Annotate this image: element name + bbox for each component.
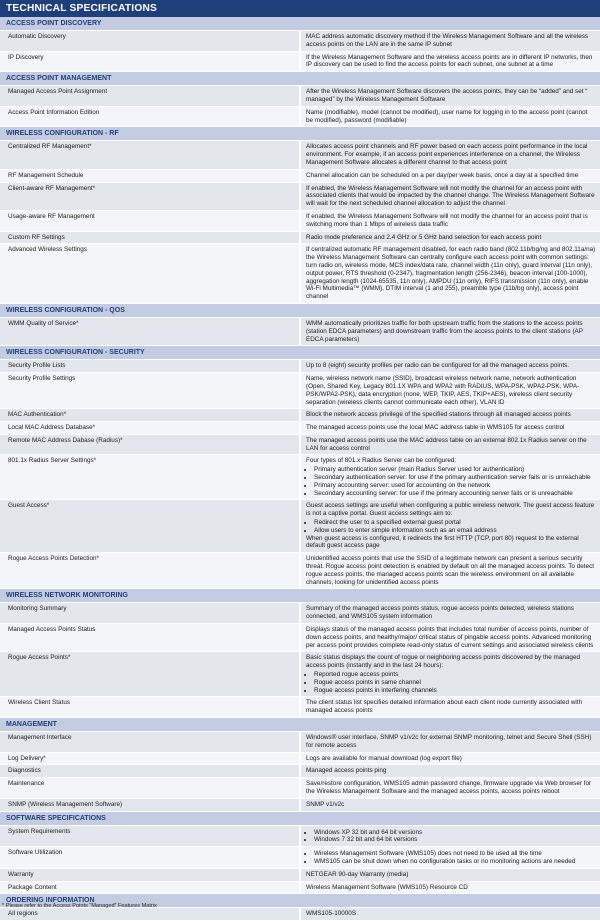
spec-value-cell: [300, 732, 600, 753]
spec-value: Logs are available for manual download (log export file): [306, 754, 462, 762]
spec-value: The client status list specifies detailed information about each client node currently associated with managed access points: [306, 699, 583, 715]
spec-value: If enabled, the Wireless Management Software will not modify the channel for an access point with associated clients that would be impacted by the channel change. The Wireless Management Software will wait for the next scheduled channel allocation to adjust the channel: [306, 184, 595, 208]
spec-value: Summary of the managed access points status, rogue access points detected, wireless stations connected, and WMS105 system information: [306, 605, 574, 621]
spec-label: WMM Quality of Service*: [0, 317, 300, 345]
spec-label: Security Profile Settings: [0, 373, 300, 409]
spec-value: NETGEAR 90-day Warranty (media): [306, 870, 409, 878]
spec-value: WMM automatically prioritizes traffic for both upstream traffic from the stations to the access points (station EDCA parameters) and downstream traffic from the access points to the client stations (AP EDCA parameters): [306, 319, 583, 343]
spec-value: Displays status of the managed access points that includes total number of access points, number of down access points, and healthy/major/ critical status of pingable access points. Advanced monitoring per access point provides complete read-only status of current settings and associated wireless clients: [306, 626, 594, 649]
spec-label: IP Discovery: [0, 51, 300, 72]
section-heading-label: WIRELESS CONFIGURATION - QOS: [0, 303, 600, 317]
spec-value-cell: [300, 500, 600, 553]
spec-label: SNMP (Wireless Management Software): [0, 798, 300, 811]
spec-row: [0, 697, 600, 718]
spec-value-cell: [300, 908, 600, 921]
spec-label: Access Point Information Edition: [0, 106, 300, 127]
spec-bullet: • Allow users to enter simple information such as an email address: [314, 527, 596, 535]
spec-row: [0, 210, 600, 231]
spec-value-cell: [300, 231, 600, 244]
spec-row: [0, 169, 600, 182]
spec-bullet: • Secondary accounting server: for use if the primary accounting server fails or is unreachable: [314, 490, 596, 498]
section-heading-label: WIRELESS CONFIGURATION - RF: [0, 127, 600, 141]
spec-row: [0, 86, 600, 107]
spec-label: Centralized RF Management*: [0, 141, 300, 169]
spec-label: Maintenance: [0, 778, 300, 799]
footnote: * Please refer to the Access Points “Managed” Features Matrix: [2, 903, 157, 909]
spec-row: [0, 752, 600, 765]
spec-row: [0, 603, 600, 624]
spec-value-cell: [300, 697, 600, 718]
spec-value: The managed access points use the local MAC address table in WMS105 for access control: [306, 424, 565, 432]
section-heading-label: MANAGEMENT: [0, 718, 600, 732]
spec-bullet: • Windows XP 32 bit and 64 bit versions: [314, 829, 596, 837]
section-heading-label: ORDERING INFORMATION: [0, 894, 600, 908]
spec-value-cell: [300, 798, 600, 811]
spec-value: Name, wireless network name (SSID), broadcast wireless network name, network authentication (Open, Shared Key, Legacy 801.1X WPA and WPA2 with RADIUS, WPA-PSK, WPA2-PSK, WPA-PSK/WPA2-PSK), data encryption (none, WEP, TKIP, AES, TKIP+AES), wireless client security separation (wireless clients cannot communicate each other), VLAN ID: [306, 375, 580, 406]
spec-value: WMS105-10000S: [306, 910, 357, 918]
spec-label: Usage-aware RF Management: [0, 210, 300, 231]
spec-bullet: • Primary accounting server: used for accounting on the network: [314, 482, 596, 490]
spec-value-cell: [300, 210, 600, 231]
spec-value-cell: [300, 455, 600, 500]
spec-label: Software Utilization: [0, 847, 300, 869]
section-heading: [0, 718, 600, 732]
spec-label: Managed Access Points Status: [0, 624, 300, 652]
spec-row: [0, 422, 600, 435]
spec-row: [0, 500, 600, 553]
spec-label: Package Content: [0, 881, 300, 894]
spec-value-cell: [300, 106, 600, 127]
spec-row: [0, 765, 600, 778]
spec-bullet-list: [306, 466, 596, 497]
spec-row: [0, 798, 600, 811]
spec-value: Basic status displays the count of rogue or neighboring access points discovered by the managed access points (instantly and in the last 24 hours):: [306, 654, 581, 670]
spec-value-cell: [300, 409, 600, 422]
spec-row: [0, 373, 600, 409]
spec-value: Four types of 801.x Radius Server can be configured:: [306, 457, 457, 465]
spec-value-cell: [300, 765, 600, 778]
spec-value-cell: [300, 141, 600, 169]
spec-bullet: • Windows 7 32 bit and 64 bit versions: [314, 836, 596, 844]
spec-row: [0, 868, 600, 881]
spec-row: [0, 106, 600, 127]
spec-row: [0, 141, 600, 169]
spec-row: [0, 51, 600, 72]
spec-value-cell: [300, 652, 600, 697]
section-heading: [0, 589, 600, 603]
spec-bullet: • Primary authentication server (main Radius Server used for authentication): [314, 466, 596, 474]
spec-label: Advanced Wireless Settings: [0, 244, 300, 304]
spec-label: RF Management Schedule: [0, 169, 300, 182]
spec-value-cell: [300, 778, 600, 799]
spec-value-cell: [300, 317, 600, 345]
spec-value: The managed access points use the MAC address table on an external 802.1x Radius server on the LAN for access control: [306, 436, 587, 452]
spec-value: If the Wireless Management Software and the wireless access points are in different IP networks, then IP discovery can be used to find the access points for each subnet, one subnet at a time: [306, 53, 593, 69]
spec-row: [0, 31, 600, 52]
spec-value-note: When guest access is configured, it redirects the first HTTP (TCP, port 80) request to the external default guest access page: [306, 534, 579, 550]
spec-label: All regions: [0, 908, 300, 921]
spec-row: [0, 182, 600, 210]
spec-bullet: • Redirect the user to a specified external guest portal: [314, 519, 596, 527]
spec-value-cell: [300, 553, 600, 589]
spec-label: Warranty: [0, 868, 300, 881]
spec-row: [0, 553, 600, 589]
spec-value: Save/restore configuration, WMS105 admin password change, firmware upgrade via Web browser for the Wireless Management Software and the managed access points, access points reboot: [306, 780, 592, 795]
spec-value: MAC address automatic discovery method if the Wireless Management Software and all the wireless access points on the LAN are in the same IP subnet: [306, 33, 589, 48]
spec-value-cell: [300, 360, 600, 373]
spec-row: [0, 652, 600, 697]
spec-value-cell: [300, 752, 600, 765]
spec-value: Managed access points ping: [306, 767, 387, 775]
spec-row: [0, 778, 600, 799]
spec-value: If enabled, the Wireless Management Software will not modify the channel for an access point that is switching more than 1 Mbps of wireless data traffic: [306, 212, 588, 228]
page-title: TECHNICAL SPECIFICATIONS: [0, 0, 600, 17]
spec-label: Security Profile Lists: [0, 360, 300, 373]
spec-value-cell: [300, 434, 600, 455]
spec-value: After the Wireless Management Software discovers the access points, they can be “added” and set “ managed” by the Wireless Management Software: [306, 88, 588, 103]
spec-bullet: • Secondary authentication server: for use if the primary authentication server fails or is unreachable: [314, 474, 596, 482]
spec-row: [0, 434, 600, 455]
spec-label: Managed Access Point Assignment: [0, 86, 300, 107]
spec-value-cell: [300, 868, 600, 881]
spec-row: [0, 624, 600, 652]
spec-label: 801.1x Radius Server Settings*: [0, 455, 300, 500]
spec-row: [0, 825, 600, 847]
section-heading: [0, 303, 600, 317]
spec-label: Wireless Client Status: [0, 697, 300, 718]
spec-bullet: • Reported rogue access points: [314, 671, 596, 679]
spec-value-cell: [300, 847, 600, 869]
spec-value: Channel allocation can be scheduled on a per day/per week basis, once a day at a specified time: [306, 171, 579, 179]
spec-row: [0, 455, 600, 500]
spec-bullet-list: [306, 519, 596, 535]
section-heading-label: WIRELESS NETWORK MONITORING: [0, 589, 600, 603]
spec-label: Custom RF Settings: [0, 231, 300, 244]
spec-label: Management Interface: [0, 732, 300, 753]
spec-label: Local MAC Address Database*: [0, 422, 300, 435]
spec-table: [0, 17, 600, 921]
spec-value: Allocates access point channels and RF power based on each access point performance in the local environment. For example, if an access point experiences interference on a channel, the Wireless Management Software allocates a different channel to that access point: [306, 143, 588, 166]
spec-label: System Requirements: [0, 825, 300, 847]
section-heading-label: WIRELESS CONFIGURATION - SECURITY: [0, 346, 600, 360]
spec-value-cell: [300, 881, 600, 894]
section-heading: [0, 72, 600, 86]
spec-label: Guest Access*: [0, 500, 300, 553]
spec-value: SNMP v1/v2c: [306, 800, 345, 808]
spec-row: [0, 732, 600, 753]
spec-label: Remote MAC Address Dabase (Radius)*: [0, 434, 300, 455]
spec-label: Automatic Discovery: [0, 31, 300, 52]
spec-label: MAC Authentication*: [0, 409, 300, 422]
section-heading-label: SOFTWARE SPECIFICATIONS: [0, 811, 600, 825]
spec-label: Rogue Access Points*: [0, 652, 300, 697]
spec-bullet: • Wireless Management Software (WMS105) does not need to be used all the time: [314, 850, 596, 858]
spec-row: [0, 409, 600, 422]
spec-row: [0, 244, 600, 304]
spec-value: Up to 8 (eight) security profiles per radio can be configured for all the managed access points.: [306, 362, 570, 370]
spec-value: Windows® user interface, SNMP v1/v2c for external SNMP monitoring, telnet and Secure Shell (SSH) for remote access: [306, 734, 592, 749]
spec-value-cell: [300, 825, 600, 847]
spec-label: Diagnostics: [0, 765, 300, 778]
spec-row: [0, 317, 600, 345]
spec-row: [0, 847, 600, 869]
spec-label: Client-aware RF Management*: [0, 182, 300, 210]
spec-value-cell: [300, 244, 600, 304]
section-heading-label: ACCESS POINT MANAGEMENT: [0, 72, 600, 86]
spec-label: Log Delivery*: [0, 752, 300, 765]
spec-value: Unidentified access points that use the SSID of a legitimate network can present a serious security threat. Rogue access point detection is enabled by default on all the managed access points. To detect rogue access points, the managed access points scan the wireless environment on all available channels, looking for unidentified access points: [306, 555, 595, 586]
spec-value: If centralized automatic RF management disabled, for each radio band (802.11b/bg/ng and 802.11a/na) the Wireless Management Software can centrally configure each access point with common settings: turn radio on, wireless mode, MCS index/data rate, channel width (11n only), guard interval (11n only), output power, RTS threshold (0-2347), fragmentation length (256-2346), beacon interval (100-1000), aggregation length (1024-65535, 11n only), AMPDU (11n only), RIFS transmission (11n only), enable Wi-Fi Multimedia™ (WMM), DTIM interval (1 and 255), preamble type (11b/bg only), access point channel: [306, 246, 596, 301]
spec-value: Wireless Management Software (WMS105) Resource CD: [306, 883, 468, 891]
spec-value-cell: [300, 422, 600, 435]
spec-value: Name (modifiable), model (cannot be modified), user name for logging in to the access point (cannot be modified), password (modifiable): [306, 108, 588, 124]
spec-bullet-list: [306, 829, 596, 845]
spec-value-cell: [300, 86, 600, 107]
spec-value: Radio mode preference and 2.4 GHz or 5 GHz band selection for each access point: [306, 233, 542, 241]
spec-value-cell: [300, 51, 600, 72]
spec-row: [0, 908, 600, 921]
spec-row: [0, 881, 600, 894]
section-heading: [0, 17, 600, 31]
spec-value-cell: [300, 373, 600, 409]
spec-row: [0, 360, 600, 373]
spec-value: Block the network access privilege of the specified stations through all managed access points: [306, 411, 571, 419]
spec-bullet-list: [306, 671, 596, 694]
spec-value-cell: [300, 182, 600, 210]
spec-value-cell: [300, 624, 600, 652]
section-heading: [0, 346, 600, 360]
spec-value-cell: [300, 603, 600, 624]
spec-bullet: • WMS105 can be shut down when no configuration tasks or no monitoring actions are needed: [314, 858, 596, 866]
spec-bullet-list: [306, 850, 596, 866]
section-heading-label: ACCESS POINT DISCOVERY: [0, 17, 600, 31]
spec-value-cell: [300, 31, 600, 52]
spec-bullet: • Rogue access points in same channel: [314, 679, 596, 687]
section-heading: [0, 811, 600, 825]
spec-label: Rogue Access Points Detection*: [0, 553, 300, 589]
spec-bullet: • Rogue access points in interfering channels: [314, 687, 596, 695]
spec-label: Monitoring Summary: [0, 603, 300, 624]
spec-value: Guest access settings are useful when configuring a public wireless network. The guest access feature is not a captive portal. Guest access settings aim to:: [306, 502, 595, 518]
section-heading: [0, 127, 600, 141]
spec-row: [0, 231, 600, 244]
spec-value-cell: [300, 169, 600, 182]
